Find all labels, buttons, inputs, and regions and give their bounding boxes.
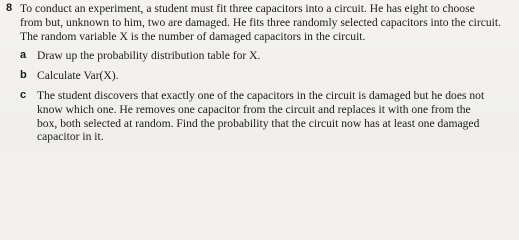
- part-label: b: [20, 69, 27, 81]
- part-line: Draw up the probability distribution table for X.: [37, 49, 261, 62]
- question-stem: [20, 2, 510, 43]
- part-text: [37, 49, 513, 63]
- part-line: Calculate Var(X).: [37, 69, 119, 82]
- part-line: box, both selected at random. Find the probability that the circuit now has at least one damaged: [37, 116, 480, 130]
- question-number: 8: [6, 2, 13, 14]
- part-text: [37, 89, 513, 144]
- part-line: know which one. He removes one capacitor from the circuit and replaces it with one from the: [37, 102, 471, 116]
- stem-line: To conduct an experiment, a student must fit three capacitors into a circuit. He has eight to choose: [20, 2, 475, 15]
- stem-line: from but, unknown to him, two are damaged. He fits three randomly selected capacitors into the circuit.: [20, 15, 501, 29]
- part-line: capacitor in it.: [37, 130, 104, 144]
- part-text: [37, 69, 513, 83]
- part-label: a: [20, 49, 27, 61]
- part-line: The student discovers that exactly one of the capacitors in the circuit is damaged but he does not: [37, 89, 485, 102]
- stem-line: The random variable X is the number of damaged capacitors in the circuit.: [20, 29, 366, 43]
- part-label: c: [20, 89, 27, 101]
